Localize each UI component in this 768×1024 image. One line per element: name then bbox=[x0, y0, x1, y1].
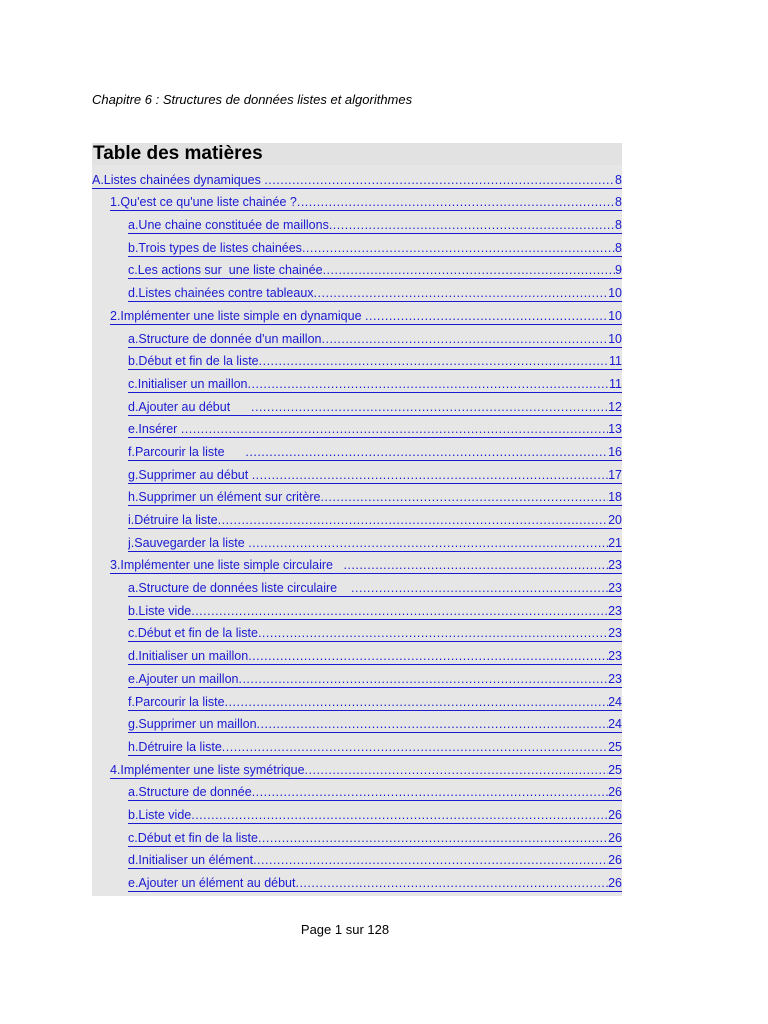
toc-entry-label: f.Parcourir la liste bbox=[128, 444, 246, 459]
toc-entry-leader bbox=[305, 763, 609, 777]
toc-entry-page-number: 23 bbox=[608, 581, 622, 596]
toc-entry-leader bbox=[264, 173, 615, 187]
toc-entry-line bbox=[128, 853, 622, 869]
toc-entry-line bbox=[128, 377, 622, 393]
toc-entry-page-number: 26 bbox=[608, 876, 622, 890]
toc-entry-line bbox=[128, 263, 622, 279]
toc-entry-link[interactable] bbox=[92, 461, 622, 484]
toc-entry-leader bbox=[314, 286, 609, 300]
toc-entry-leader bbox=[222, 740, 608, 754]
toc-entry-line bbox=[128, 468, 622, 484]
toc-entry-label: g.Supprimer un maillon bbox=[128, 717, 257, 732]
toc-entry-leader bbox=[248, 377, 610, 391]
toc-entry-label: c.Les actions sur une liste chainée bbox=[128, 263, 323, 278]
toc-entry-link[interactable] bbox=[92, 506, 622, 529]
toc-entry-label: b.Début et fin de la liste bbox=[128, 354, 259, 369]
toc-entry-leader bbox=[225, 695, 609, 709]
toc-entry-line bbox=[128, 490, 622, 506]
toc-entry-link[interactable] bbox=[92, 620, 622, 643]
toc-entry-page-number: 12 bbox=[608, 399, 622, 414]
toc-entry-line bbox=[128, 400, 622, 416]
toc-entry-page-number: 8 bbox=[615, 195, 622, 210]
toc-entry-link[interactable] bbox=[92, 597, 622, 620]
toc-entry-leader bbox=[248, 536, 608, 550]
toc-entry-link[interactable] bbox=[92, 393, 622, 416]
toc-entry-page-number: 23 bbox=[608, 603, 622, 618]
toc-entry-page-number: 10 bbox=[608, 286, 622, 301]
toc-entry-link[interactable] bbox=[92, 801, 622, 824]
toc-entry-link[interactable] bbox=[92, 302, 622, 325]
toc-entry-page-number: 21 bbox=[608, 535, 622, 550]
toc-entry-leader bbox=[191, 808, 608, 822]
toc-entry-leader bbox=[259, 354, 609, 368]
toc-entry-leader bbox=[218, 513, 608, 527]
toc-entry-link[interactable] bbox=[92, 529, 622, 552]
toc-entry-line bbox=[128, 536, 622, 552]
toc-entry-label: i.Détruire la liste bbox=[128, 513, 218, 527]
toc-entry-label: e.Ajouter un maillon bbox=[128, 671, 239, 686]
toc-entry-line bbox=[128, 218, 622, 234]
toc-entry-line bbox=[128, 672, 622, 688]
toc-entry-line bbox=[128, 740, 622, 756]
toc-entry-line bbox=[128, 876, 622, 892]
toc-entry-page-number: 8 bbox=[615, 240, 622, 255]
toc-entry-leader bbox=[257, 717, 609, 731]
toc-entry-leader bbox=[322, 332, 609, 346]
toc-entry-label: f.Parcourir la liste bbox=[128, 694, 225, 709]
toc-entry-label: a.Structure de donnée bbox=[128, 785, 252, 800]
toc-entry-link[interactable] bbox=[92, 869, 622, 892]
toc-entry-line bbox=[128, 241, 622, 257]
toc-entry-line bbox=[128, 445, 622, 461]
toc-entry-page-number: 11 bbox=[609, 354, 622, 369]
toc-entry-label: d.Initialiser un maillon bbox=[128, 649, 249, 664]
toc-entry-line bbox=[128, 785, 622, 801]
toc-entry-line bbox=[128, 717, 622, 733]
toc-entry-link[interactable] bbox=[92, 348, 622, 371]
toc-entry-page-number: 23 bbox=[608, 626, 622, 641]
toc-entry-label: a.Structure de données liste circulaire bbox=[128, 581, 352, 596]
toc-entry-leader bbox=[351, 581, 608, 595]
toc-entry-leader bbox=[343, 558, 608, 572]
toc-entry-link[interactable] bbox=[92, 642, 622, 665]
toc-entry-label: d.Listes chainées contre tableaux bbox=[128, 286, 314, 301]
toc-entry-link[interactable] bbox=[92, 416, 622, 439]
toc-entry-page-number: 11 bbox=[609, 376, 622, 391]
toc-entry-page-number: 13 bbox=[608, 422, 622, 437]
toc-entry-label: 2.Implémenter une liste simple en dynamique bbox=[110, 308, 365, 323]
toc-entry-label: 1.Qu'est ce qu'une liste chainée ? bbox=[110, 195, 297, 210]
toc-entry-leader bbox=[248, 649, 608, 663]
toc-entry-line bbox=[128, 808, 622, 824]
toc-entry-link[interactable] bbox=[92, 234, 622, 257]
toc-entry-leader bbox=[302, 241, 615, 255]
toc-entry-label: a.Structure de donnée d'un maillon bbox=[128, 331, 322, 346]
toc-entry-leader bbox=[258, 831, 608, 845]
toc-entry-label: 4.Implémenter une liste symétrique bbox=[110, 762, 305, 777]
toc-entry-line bbox=[92, 173, 622, 189]
toc-entries bbox=[92, 166, 622, 896]
toc-entry-page-number: 17 bbox=[608, 467, 622, 482]
toc-entry-line bbox=[128, 286, 622, 302]
toc-entry-link[interactable] bbox=[92, 733, 622, 756]
toc-entry-page-number: 20 bbox=[608, 513, 622, 527]
toc-entry-label: 3.Implémenter une liste simple circulaire bbox=[110, 558, 344, 573]
toc-entry-link[interactable] bbox=[92, 552, 622, 575]
toc-entry-page-number: 23 bbox=[608, 649, 622, 664]
toc-entry-line bbox=[128, 354, 622, 370]
toc-entry-leader bbox=[365, 309, 608, 323]
toc-entry-line bbox=[128, 422, 622, 438]
toc-entry-link[interactable] bbox=[92, 665, 622, 688]
toc-entry-link[interactable] bbox=[92, 756, 622, 779]
toc-entry-link[interactable] bbox=[92, 189, 622, 212]
toc-entry-leader bbox=[245, 445, 608, 459]
toc-entry-link[interactable] bbox=[92, 847, 622, 870]
toc-entry-leader bbox=[251, 400, 608, 414]
toc-entry-label: d.Initialiser un élément bbox=[128, 853, 254, 868]
toc-entry-leader bbox=[191, 604, 608, 618]
toc-entry-line bbox=[128, 695, 622, 711]
toc-entry-link[interactable] bbox=[92, 438, 622, 461]
toc-entry-label: c.Début et fin de la liste bbox=[128, 830, 258, 845]
toc-entry-link[interactable] bbox=[92, 211, 622, 234]
toc-entry-link[interactable] bbox=[92, 688, 622, 711]
toc-entry-leader bbox=[323, 263, 615, 277]
toc-entry-label: A.Listes chainées dynamiques bbox=[92, 172, 265, 187]
toc-title: Table des matières bbox=[92, 143, 622, 165]
toc-entry-leader bbox=[252, 785, 608, 799]
toc-entry-page-number: 8 bbox=[615, 172, 622, 187]
toc-entry-link[interactable] bbox=[92, 370, 622, 393]
toc-entry-link[interactable] bbox=[92, 484, 622, 507]
toc-entry-link[interactable] bbox=[92, 166, 622, 189]
toc-entry-line bbox=[128, 604, 622, 620]
toc-entry-link[interactable] bbox=[92, 711, 622, 734]
page-footer: Page 1 sur 128 bbox=[300, 922, 390, 937]
toc-entry-line bbox=[110, 309, 622, 325]
toc-entry-leader bbox=[252, 468, 608, 482]
toc-entry-leader bbox=[181, 422, 608, 436]
toc-entry-leader bbox=[238, 672, 608, 686]
toc-entry-page-number: 8 bbox=[615, 218, 622, 233]
toc-entry-link[interactable] bbox=[92, 779, 622, 802]
toc-entry-link[interactable] bbox=[92, 325, 622, 348]
chapter-header: Chapitre 6 : Structures de données listes et algorithmes bbox=[92, 92, 413, 107]
toc-entry-label: e.Ajouter un élément au début bbox=[128, 876, 296, 890]
toc-entry-leader bbox=[295, 876, 608, 890]
toc-entry-page-number: 9 bbox=[615, 263, 622, 278]
toc-entry-line bbox=[128, 649, 622, 665]
toc-entry-label: a.Une chaine constituée de maillons bbox=[128, 218, 329, 233]
toc-entry-page-number: 23 bbox=[608, 558, 622, 573]
toc-entry-line bbox=[128, 513, 622, 529]
toc-entry-label: c.Initialiser un maillon bbox=[128, 376, 248, 391]
toc-entry-leader bbox=[320, 490, 608, 504]
toc-entry-link[interactable] bbox=[92, 279, 622, 302]
toc-entry-line bbox=[128, 332, 622, 348]
toc-entry-page-number: 18 bbox=[608, 490, 622, 505]
toc-entry-label: j.Sauvegarder la liste bbox=[128, 535, 249, 550]
toc-entry-label: c.Début et fin de la liste bbox=[128, 626, 258, 641]
toc-entry-page-number: 25 bbox=[608, 739, 622, 754]
toc-entry-line bbox=[128, 581, 622, 597]
toc-entry-page-number: 26 bbox=[608, 807, 622, 822]
toc-entry-label: b.Trois types de listes chainées bbox=[128, 240, 302, 255]
toc-entry-label: h.Détruire la liste bbox=[128, 739, 222, 754]
toc-entry-page-number: 25 bbox=[608, 762, 622, 777]
toc-entry-line bbox=[128, 831, 622, 847]
toc-entry-leader bbox=[258, 626, 608, 640]
toc-entry-page-number: 26 bbox=[608, 830, 622, 845]
toc-entry-page-number: 16 bbox=[608, 444, 622, 459]
toc-entry-page-number: 10 bbox=[608, 331, 622, 346]
toc-entry-label: b.Liste vide bbox=[128, 807, 192, 822]
toc-entry-page-number: 10 bbox=[608, 308, 622, 323]
toc-entry-label: h.Supprimer un élément sur critère bbox=[128, 490, 321, 505]
toc-entry-link[interactable] bbox=[92, 257, 622, 280]
toc-entry-line bbox=[128, 626, 622, 642]
toc-entry-leader bbox=[253, 853, 608, 867]
toc-entry-page-number: 26 bbox=[608, 785, 622, 800]
toc-entry-label: e.Insérer bbox=[128, 422, 181, 437]
toc-entry-page-number: 26 bbox=[608, 853, 622, 868]
toc-entry-line bbox=[110, 195, 622, 211]
toc-entry-line bbox=[110, 558, 622, 574]
toc-entry-label: b.Liste vide bbox=[128, 603, 192, 618]
toc-entry-page-number: 24 bbox=[608, 694, 622, 709]
toc-entry-label: g.Supprimer au début bbox=[128, 467, 252, 482]
toc-entry-line bbox=[110, 763, 622, 779]
toc-entry-leader bbox=[329, 218, 615, 232]
table-of-contents bbox=[92, 143, 622, 896]
toc-entry-link[interactable] bbox=[92, 824, 622, 847]
toc-entry-page-number: 23 bbox=[608, 671, 622, 686]
toc-entry-page-number: 24 bbox=[608, 717, 622, 732]
toc-entry-leader bbox=[297, 195, 615, 209]
toc-entry-link[interactable] bbox=[92, 574, 622, 597]
toc-entry-label: d.Ajouter au début bbox=[128, 399, 251, 414]
